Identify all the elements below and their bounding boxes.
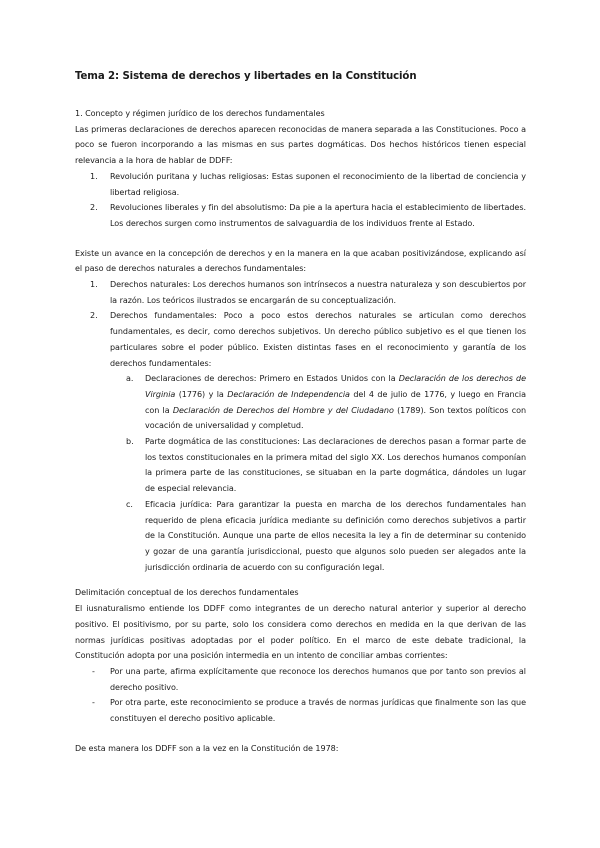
paragraph: El iusnaturalismo entiende los DDFF como integrantes de un derecho natural anterior y superior al derecho positivo. El positivismo, por su parte, solo los considera como derechos en medida en la que derivan de las normas jurídicas positivas adoptadas por el poder político. En el marco de este debate tradicional, la Constitución adopta por una posición intermedia en un intento de conciliar ambas corrientes: xyxy=(75,604,526,661)
list-item-text: Revolución puritana y luchas religiosas: Estas suponen el reconocimiento de la libertad de conciencia y libertad religiosa. xyxy=(110,171,526,197)
text-run: (1776) y la xyxy=(175,389,228,399)
list-item xyxy=(75,169,526,200)
list-item xyxy=(75,695,526,726)
list-item-text: Derechos fundamentales: Poco a poco estos derechos naturales se articulan como derechos fundamentales, es decir, como derechos subjetivos. Un derecho público subjetivo es el que tienen los particulares sobre el poder público. Existen distintas fases en el reconocimiento y garantía de los derechos fundamentales: xyxy=(110,311,526,368)
numbered-list xyxy=(75,169,526,232)
list-item-text: Por una parte, afirma explícitamente que reconoce los derechos humanos que por tanto son previos al derecho positivo. xyxy=(110,666,526,692)
italic-title: Declaración de Independencia xyxy=(227,389,350,399)
list-marker: 1. xyxy=(90,280,98,290)
list-marker: b. xyxy=(126,437,134,447)
list-item-text: Derechos naturales: Los derechos humanos son intrínsecos a nuestra naturaleza y son descubiertos por la razón. Los teóricos ilustrados se encargarán de su conceptualización. xyxy=(110,280,526,305)
lettered-list xyxy=(110,371,526,575)
italic-title: Declaración de los derechos de Virginia xyxy=(145,374,526,399)
list-marker: 2. xyxy=(90,203,98,213)
document-page xyxy=(75,71,526,756)
paragraph: De esta manera los DDFF son a la vez en la Constitución de 1978: xyxy=(75,743,339,753)
list-marker: - xyxy=(92,666,95,676)
list-item-text: Parte dogmática de las constituciones: Las declaraciones de derechos pasan a formar parte de los textos constitucionales en la primera mitad del siglo XX. Los derechos humanos componían la primera parte de las constituciones, se situaban en la parte dogmática, dándoles un lugar de especial relevancia. xyxy=(145,437,526,494)
sub-list-item xyxy=(75,371,526,434)
section-heading: 1. Concepto y régimen jurídico de los derechos fundamentales xyxy=(75,109,325,118)
list-item xyxy=(75,308,526,575)
list-item xyxy=(75,277,526,308)
dash-list xyxy=(75,664,526,727)
list-marker: 2. xyxy=(90,311,98,321)
sub-list-item xyxy=(75,434,526,497)
section-heading: Delimitación conceptual de los derechos fundamentales xyxy=(75,588,299,598)
list-marker: 1. xyxy=(90,171,98,181)
numbered-list xyxy=(75,277,526,575)
text-run: Declaraciones de derechos: Primero en Estados Unidos con la xyxy=(145,374,399,384)
list-item xyxy=(75,664,526,695)
list-item-text: Revoluciones liberales y fin del absolutismo: Da pie a la apertura hacia el establecimiento de libertades. Los derechos surgen como instrumentos de salvaguardia de los individuos frente al Estado. xyxy=(110,203,526,228)
spacer xyxy=(75,232,526,246)
page-title: Tema 2: Sistema de derechos y libertades en la Constitución xyxy=(75,71,417,82)
sub-list-item xyxy=(75,497,526,576)
paragraph: Existe un avance en la concepción de derechos y en la manera en la que acaban positivizándose, explicando así el paso de derechos naturales a derechos fundamentales: xyxy=(75,248,526,274)
list-item-text: Eficacia jurídica: Para garantizar la puesta en marcha de los derechos fundamentales han requerido de plena eficacia jurídica mediante su definición como derechos subjetivos a partir de la Constitución. Aunque una parte de ellos necesita la ley a fin de determinar su contenido y gozar de una garantía jurisdiccional, puesto que algunos solo pueden ser alegados ante la jurisdicción ordinaria de acuerdo con su configuración legal. xyxy=(145,499,526,572)
text-run: (1789). Son textos políticos con vocación de universalidad y completud. xyxy=(145,405,526,431)
spacer xyxy=(75,727,526,741)
list-item xyxy=(75,200,526,231)
list-item-text xyxy=(145,371,526,434)
list-marker: c. xyxy=(126,499,133,509)
text-run: del 4 de julio de 1776, y luego en Francia con la xyxy=(145,389,526,415)
paragraph: Las primeras declaraciones de derechos aparecen reconocidas de manera separada a las Constituciones. Poco a poco se fueron incorporando a las mismas en sus partes dogmáticas. Dos hechos históricos tienen especial relevancia a la hora de hablar de DDFF: xyxy=(75,124,526,166)
italic-title: Declaración de Derechos del Hombre y del Ciudadano xyxy=(172,405,394,415)
list-item-text: Por otra parte, este reconocimiento se produce a través de normas jurídicas que finalmente son las que constituyen el derecho positivo aplicable. xyxy=(110,698,526,724)
list-marker: - xyxy=(92,698,95,708)
spacer xyxy=(75,575,526,585)
list-marker: a. xyxy=(126,374,134,384)
